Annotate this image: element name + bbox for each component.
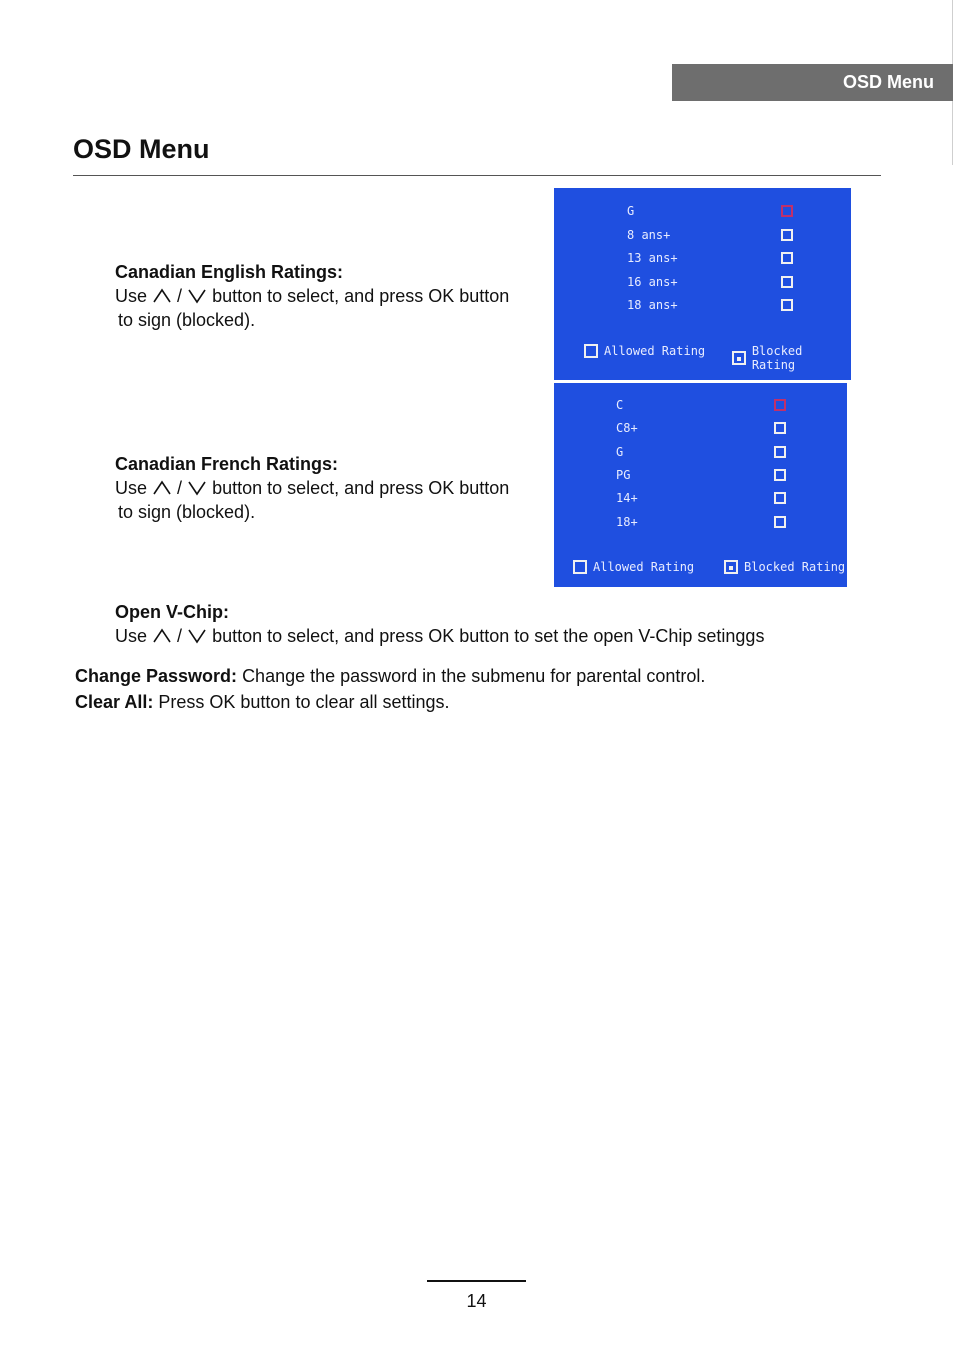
change-password-label: Change Password: xyxy=(75,666,238,686)
rating-label: C xyxy=(616,398,624,412)
blocked-rating-label: Blocked Rating xyxy=(751,344,803,372)
page-title: OSD Menu xyxy=(73,134,210,164)
rating-label: 14+ xyxy=(616,491,638,506)
rating-label: 18+ xyxy=(616,514,638,529)
rating-label: 18 ans+ xyxy=(627,298,678,312)
rating-checkbox[interactable] xyxy=(774,492,786,504)
down-arrow-icon xyxy=(187,480,207,496)
rating-checkbox[interactable] xyxy=(781,276,793,288)
canadian-english-line1 xyxy=(115,284,509,308)
rating-checkbox[interactable] xyxy=(774,422,786,434)
instruction-text: button to select, and press OK button xyxy=(212,478,510,498)
canadian-french-section xyxy=(115,452,509,524)
rating-checkbox[interactable] xyxy=(781,299,793,311)
lock-icon xyxy=(724,560,738,574)
rating-checkbox[interactable] xyxy=(781,229,793,241)
canadian-english-section xyxy=(115,260,509,332)
header-section-tab xyxy=(672,64,953,101)
osd-english-ratings-screen xyxy=(554,188,851,380)
page-number: 14 xyxy=(466,1291,487,1311)
allowed-rating-label: Allowed Rating xyxy=(593,560,695,574)
allowed-rating-box-icon xyxy=(573,560,587,574)
rating-checkbox[interactable] xyxy=(781,252,793,264)
rating-checkbox[interactable] xyxy=(774,516,786,528)
blocked-rating-label: Blocked Rating xyxy=(744,560,846,574)
rating-checkbox[interactable] xyxy=(781,205,793,217)
canadian-french-line1 xyxy=(115,476,509,500)
page-number-rule xyxy=(427,1280,526,1282)
osd-french-ratings-screen xyxy=(554,383,847,587)
canadian-english-line2: to sign (blocked). xyxy=(118,310,256,330)
blocked-rating-legend xyxy=(732,344,851,372)
use-text: Use xyxy=(115,478,148,498)
allowed-rating-box-icon xyxy=(584,344,598,358)
up-arrow-icon xyxy=(152,288,172,304)
allowed-rating-label: Allowed Rating xyxy=(604,344,706,358)
up-arrow-icon xyxy=(152,628,172,644)
use-text: Use xyxy=(115,286,148,306)
slash-text: / xyxy=(177,286,183,306)
allowed-rating-legend xyxy=(584,344,705,358)
canadian-french-heading: Canadian French Ratings: xyxy=(115,454,339,474)
allowed-rating-legend xyxy=(573,560,694,574)
clear-all-text: Press OK button to clear all settings. xyxy=(158,692,450,712)
instruction-text: button to select, and press OK button to set the open V-Chip setinggs xyxy=(212,626,765,646)
rating-label: PG xyxy=(616,467,631,482)
change-password-paragraph xyxy=(75,663,705,689)
title-divider xyxy=(73,175,881,176)
instruction-text: button to select, and press OK button xyxy=(212,286,510,306)
rating-label: 13 ans+ xyxy=(627,251,678,265)
open-vchip-heading: Open V-Chip: xyxy=(115,602,229,622)
rating-label: C8+ xyxy=(616,421,638,436)
canadian-english-heading: Canadian English Ratings: xyxy=(115,262,344,282)
slash-text: / xyxy=(177,478,183,498)
header-tab-label: OSD Menu xyxy=(842,72,934,92)
rating-checkbox[interactable] xyxy=(774,446,786,458)
rating-checkbox[interactable] xyxy=(774,399,786,411)
rating-label: 16 ans+ xyxy=(627,274,678,289)
rating-label: 8 ans+ xyxy=(627,227,671,242)
down-arrow-icon xyxy=(187,288,207,304)
clear-all-paragraph xyxy=(75,689,450,715)
canadian-french-line2: to sign (blocked). xyxy=(118,502,256,522)
change-password-text: Change the password in the submenu for parental control. xyxy=(242,666,706,686)
rating-label: G xyxy=(616,444,624,459)
open-vchip-line1 xyxy=(115,624,764,648)
use-text: Use xyxy=(115,626,148,646)
clear-all-label: Clear All: xyxy=(75,692,154,712)
slash-text: / xyxy=(177,626,183,646)
blocked-rating-legend xyxy=(724,560,845,574)
down-arrow-icon xyxy=(187,628,207,644)
up-arrow-icon xyxy=(152,480,172,496)
open-vchip-section xyxy=(115,600,764,648)
rating-label: G xyxy=(627,204,635,218)
rating-checkbox[interactable] xyxy=(774,469,786,481)
lock-icon xyxy=(732,351,746,365)
